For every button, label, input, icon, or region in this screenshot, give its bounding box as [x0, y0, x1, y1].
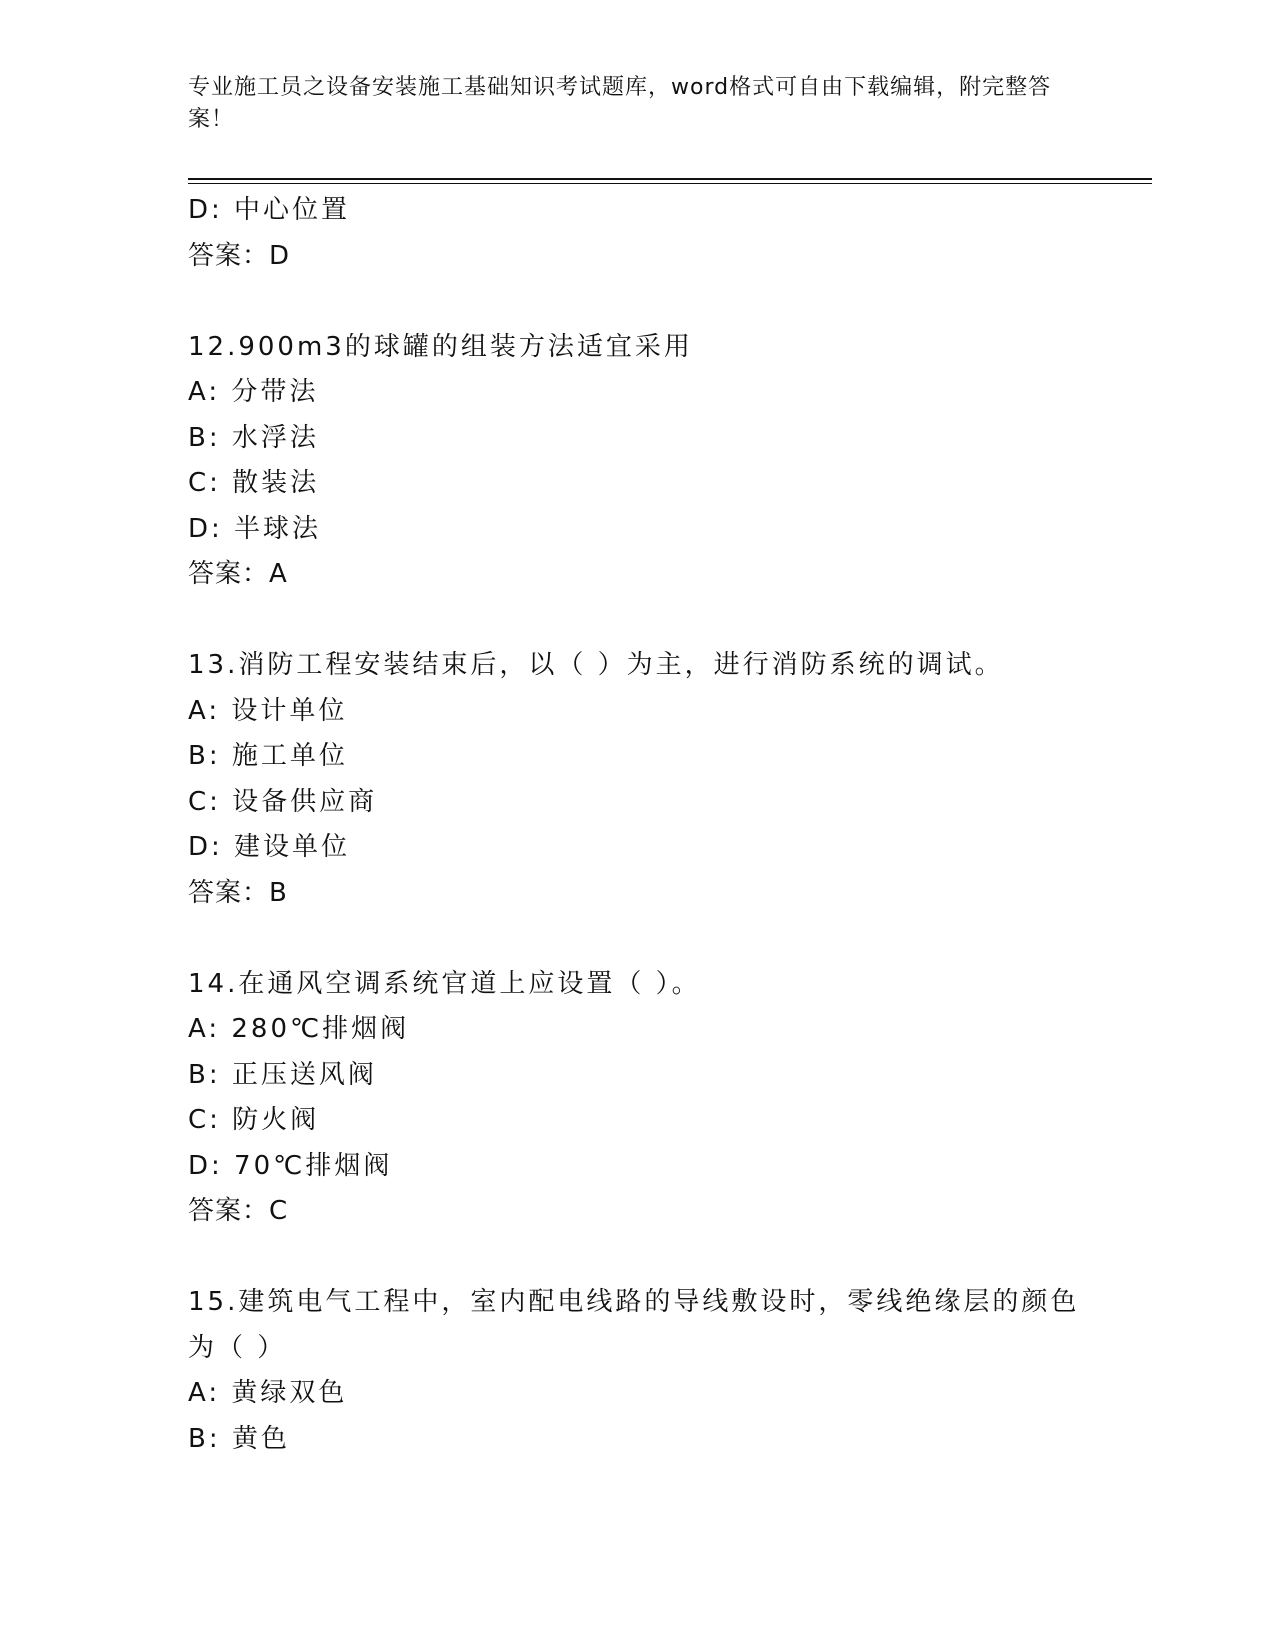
answer-line: 答案：A — [188, 559, 288, 589]
question-stem: 15.建筑电气工程中，室内配电线路的导线敷设时，零线绝缘层的颜色为（ ） — [188, 1287, 1080, 1363]
option-a: A: 黄绿双色 — [188, 1378, 348, 1408]
question-14 — [188, 962, 1088, 1235]
option-d: D: 半球法 — [188, 513, 322, 544]
header-divider-thick — [188, 178, 1152, 180]
question-stem: 13.消防工程安装结束后，以（ ）为主，进行消防系统的调试。 — [188, 650, 1004, 680]
question-15 — [188, 1280, 1088, 1462]
answer-line: 答案：B — [188, 877, 288, 908]
option-b: B: 正压送风阀 — [188, 1059, 377, 1090]
question-stem: 14.在通风空调系统官道上应设置（ ）。 — [188, 968, 701, 999]
option-b: B: 施工单位 — [188, 741, 348, 771]
document-body — [188, 188, 1088, 1462]
question-fragment-11 — [188, 188, 1088, 279]
option-c: C: 设备供应商 — [188, 786, 378, 817]
option-d: D: 中心位置 — [188, 195, 351, 225]
header-text: 专业施工员之设备安装施工基础知识考试题库，word格式可自由下载编辑，附完整答案！ — [188, 75, 1052, 132]
option-b: B: 黄色 — [188, 1423, 290, 1454]
question-12 — [188, 325, 1088, 598]
option-d: D: 70℃排烟阀 — [188, 1150, 393, 1181]
option-d: D: 建设单位 — [188, 832, 351, 862]
question-stem: 12.900m3的球罐的组装方法适宜采用 — [188, 331, 693, 362]
option-c: C: 防火阀 — [188, 1105, 320, 1135]
question-13 — [188, 643, 1088, 916]
option-b: B: 水浮法 — [188, 422, 319, 453]
option-c: C: 散装法 — [188, 468, 320, 498]
option-a: A: 280℃排烟阀 — [188, 1014, 410, 1044]
answer-line: 答案：C — [188, 1196, 289, 1226]
document-header — [188, 72, 1068, 136]
option-a: A: 分带法 — [188, 377, 319, 407]
option-a: A: 设计单位 — [188, 695, 348, 726]
answer-line: 答案：D — [188, 240, 291, 271]
header-divider-thin — [188, 183, 1152, 184]
